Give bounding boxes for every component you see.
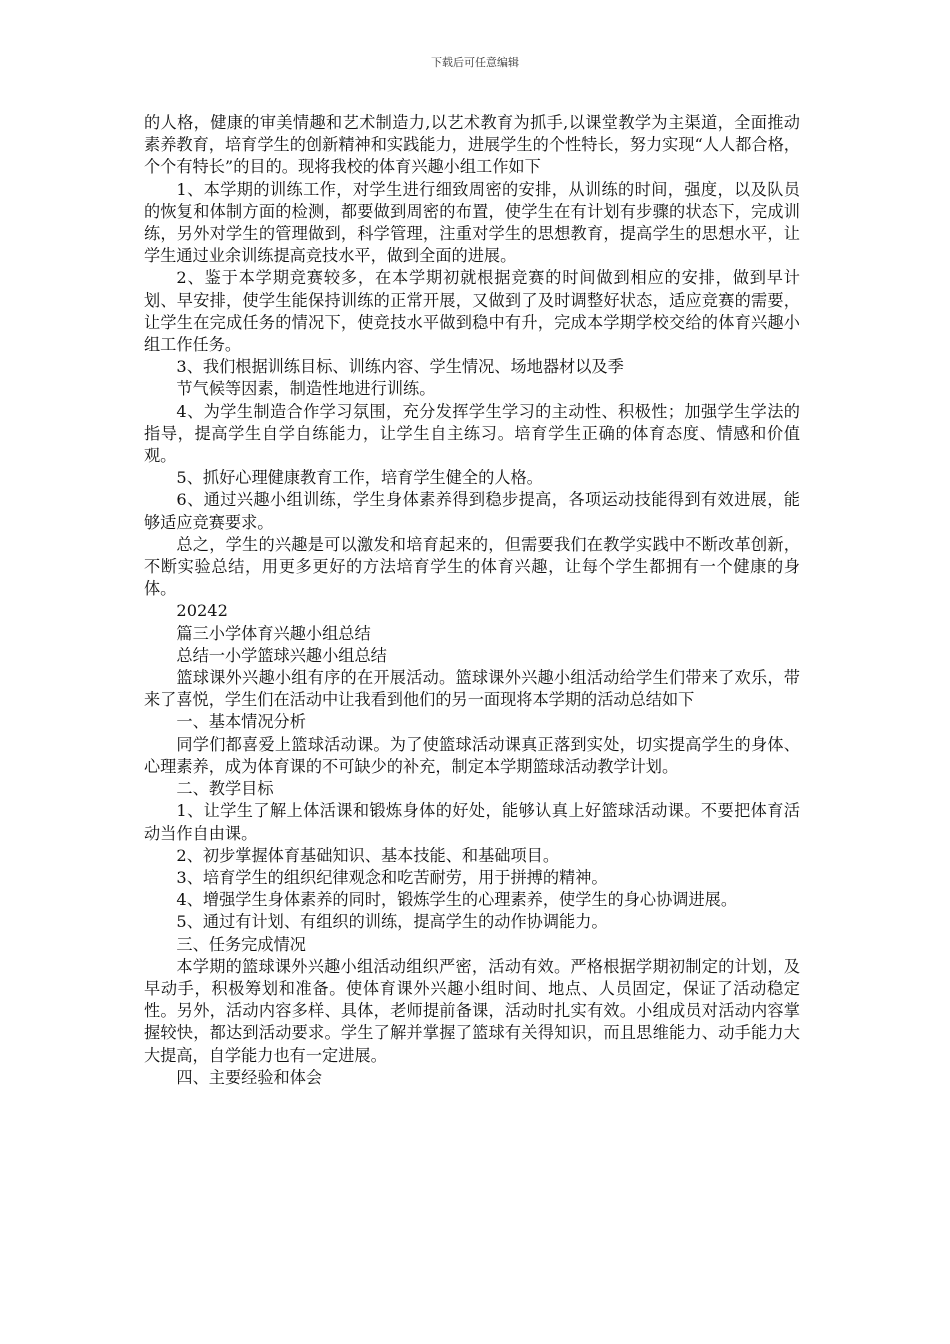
paragraph: 2、鉴于本学期竞赛较多，在本学期初就根据竞赛的时间做到相应的安排，做到早计划、早安排，使学生能保持训练的正常开展，又做到了及时调整好状态，适应竞赛的需要，让学生在完成任务的情况下，使竞技水平做到稳中有升，完成本学期学校交给的体育兴趣小组工作任务。	[144, 268, 800, 355]
paragraph: 篮球课外兴趣小组有序的在开展活动。篮球课外兴趣小组活动给学生们带来了欢乐，带来了喜悦，学生们在活动中让我看到他们的另一面现将本学期的活动总结如下	[144, 668, 800, 710]
heading: 一、基本情况分析	[176, 712, 306, 732]
paragraph: 1、让学生了解上体活课和锻炼身体的好处，能够认真上好篮球活动课。不要把体育活动当作自由课。	[144, 801, 800, 843]
heading: 三、任务完成情况	[176, 934, 306, 954]
paragraph: 3、培育学生的组织纪律观念和吃苦耐劳，用于拼搏的精神。	[176, 867, 608, 887]
paragraph: 1、本学期的训练工作，对学生进行细致周密的安排，从训练的时间，强度，以及队员的恢复和体制方面的检测，都要做到周密的布置，使学生在有计划有步骤的状态下，完成训练，另外对学生的管理做到，科学管理，注重对学生的思想教育，提高学生的思想水平，让学生通过业余训练提高竞技水平，做到全面的进展。	[144, 179, 800, 266]
year-line: 20242	[176, 601, 228, 621]
paragraph: 2、初步掌握体育基础知识、基本技能、和基础项目。	[176, 845, 560, 865]
paragraph: 5、抓好心理健康教育工作，培育学生健全的人格。	[176, 468, 543, 488]
document-body	[144, 112, 800, 1089]
page-header: 下载后可任意编辑	[431, 56, 519, 69]
paragraph: 本学期的篮球课外兴趣小组活动组织严密，活动有效。严格根据学期初制定的计划，及早动手，积极筹划和准备。使体育课外兴趣小组时间、地点、人员固定，保证了活动稳定性。另外，活动内容多样、具体，老师提前备课，活动时扎实有效。小组成员对活动内容掌握较快，都达到活动要求。学生了解并掌握了篮球有关得知识，而且思维能力、动手能力大大提高，自学能力也有一定进展。	[144, 956, 800, 1065]
paragraph: 节气候等因素，制造性地进行训练。	[176, 379, 436, 399]
paragraph: 5、通过有计划、有组织的训练，提高学生的动作协调能力。	[176, 912, 608, 932]
section-subtitle: 总结一小学篮球兴趣小组总结	[176, 645, 387, 665]
paragraph: 6、通过兴趣小组训练，学生身体素养得到稳步提高，各项运动技能得到有效进展，能够适应竞赛要求。	[144, 490, 800, 532]
paragraph: 总之，学生的兴趣是可以激发和培育起来的，但需要我们在教学实践中不断改革创新，不断实验总结，用更多更好的方法培育学生的体育兴趣，让每个学生都拥有一个健康的身体。	[144, 534, 800, 599]
paragraph: 同学们都喜爱上篮球活动课。为了使篮球活动课真正落到实处，切实提高学生的身体、心理素养，成为体育课的不可缺少的补充，制定本学期篮球活动教学计划。	[144, 734, 800, 776]
paragraph: 4、为学生制造合作学习氛围，充分发挥学生学习的主动性、积极性；加强学生学法的指导，提高学生自学自练能力，让学生自主练习。培育学生正确的体育态度、情感和价值观。	[144, 401, 800, 466]
paragraph: 3、我们根据训练目标、训练内容、学生情况、场地器材以及季	[176, 357, 624, 377]
heading: 四、主要经验和体会	[176, 1067, 323, 1087]
paragraph: 4、增强学生身体素养的同时，锻炼学生的心理素养，使学生的身心协调进展。	[176, 890, 738, 910]
heading: 二、教学目标	[176, 779, 274, 799]
paragraph: 的人格，健康的审美情趣和艺术制造力,以艺术教育为抓手,以课堂教学为主渠道，全面推动素养教育，培育学生的创新精神和实践能力，进展学生的个性特长，努力实现“人人都合格，个个有特长”的目的。现将我校的体育兴趣小组工作如下	[144, 113, 800, 177]
section-title: 篇三小学体育兴趣小组总结	[176, 623, 371, 643]
